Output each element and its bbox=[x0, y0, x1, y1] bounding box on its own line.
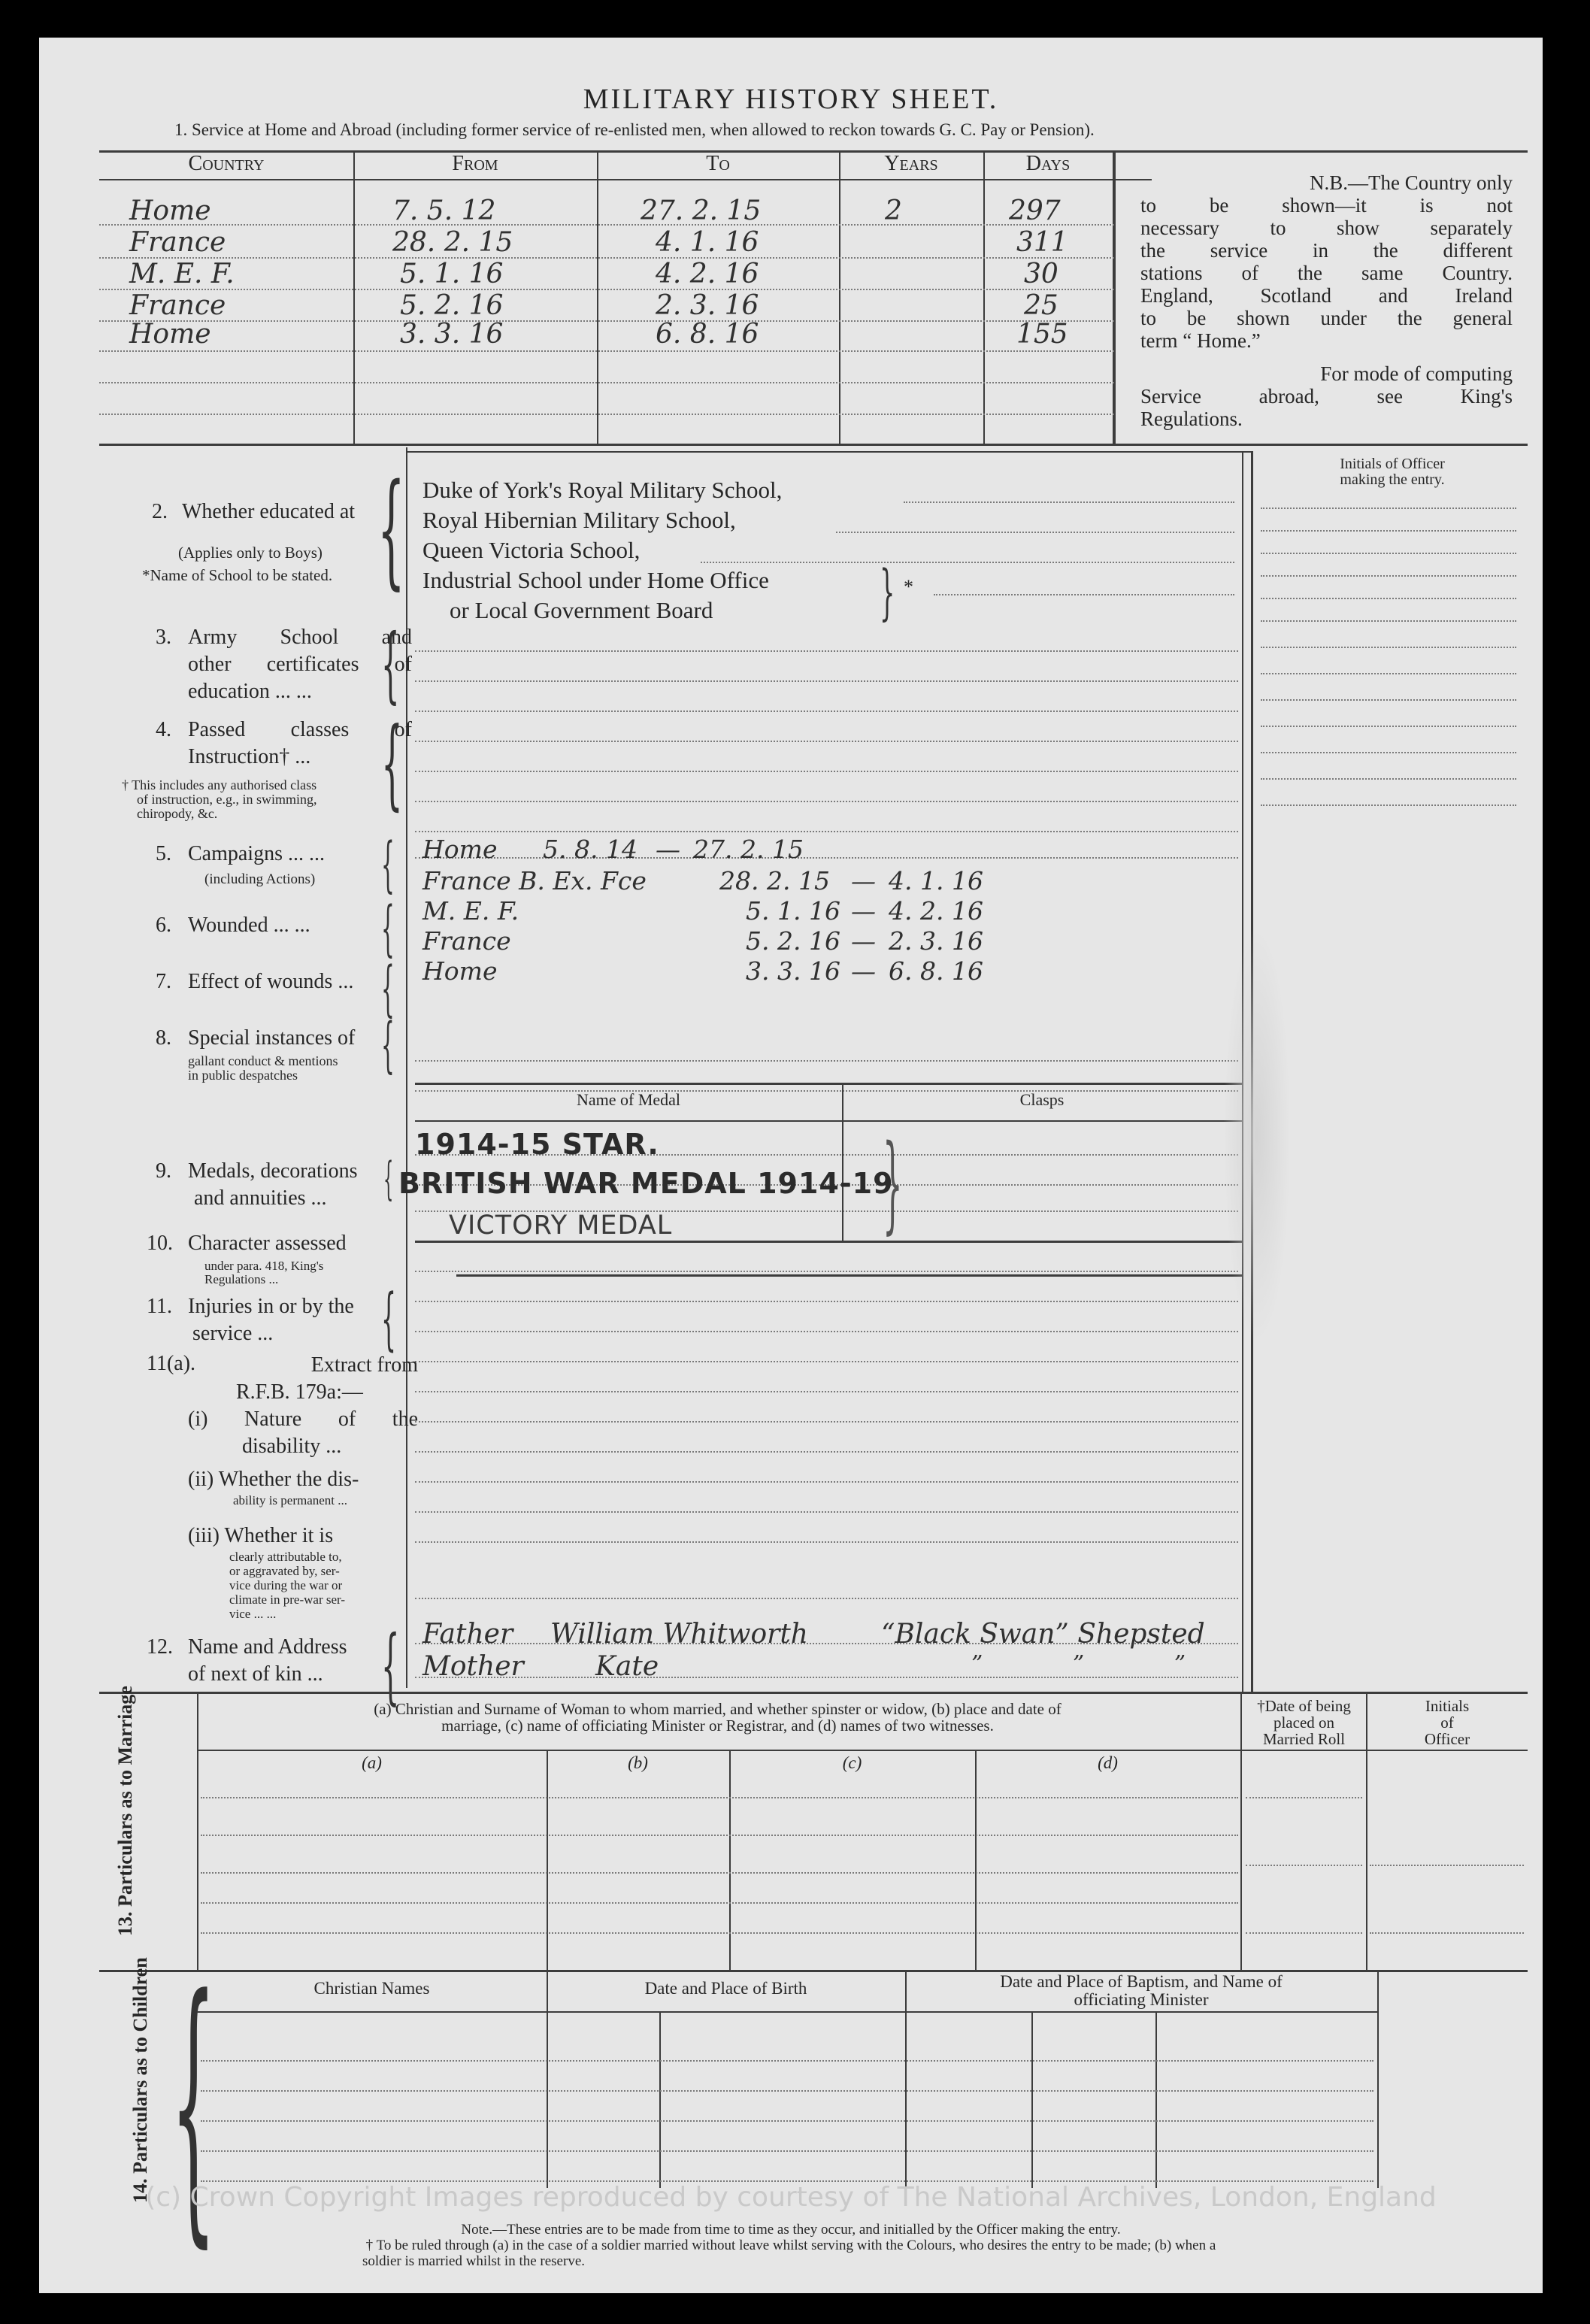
medal-item: VICTORY MEDAL bbox=[449, 1210, 673, 1241]
sec3-number: 3. bbox=[156, 626, 171, 649]
sec2-note2: *Name of School to be stated. bbox=[142, 566, 333, 584]
sec10-note: Regulations ... bbox=[204, 1272, 279, 1286]
kin-relation: Father bbox=[422, 1619, 513, 1650]
initials-header-1: Initials of Officer bbox=[1340, 456, 1445, 472]
nb-line: necessary to show separately bbox=[1140, 217, 1513, 239]
initials-header-2: making the entry. bbox=[1340, 471, 1445, 488]
mode-line: Service abroad, see King's bbox=[1140, 385, 1513, 408]
children-col-birth: Date and Place of Birth bbox=[644, 1979, 807, 1998]
school-item: Industrial School under Home Office bbox=[422, 567, 769, 593]
sec4-line: Instruction† ... bbox=[188, 745, 311, 768]
sec3-line: education ... ... bbox=[188, 680, 312, 703]
officer-initials-header: of bbox=[1440, 1713, 1454, 1732]
row-days: 30 bbox=[1024, 259, 1058, 289]
col-years-header: Years bbox=[884, 152, 938, 175]
sec2-number: 2. bbox=[152, 500, 168, 523]
row-country: Home bbox=[129, 195, 211, 226]
service-heading-text: Service at Home and Abroad (including former service of re-enlisted men, when allowed to reckon towards G. C. Pay or Pension). bbox=[192, 120, 1095, 139]
campaign-from: 5. 2. 16 bbox=[746, 926, 840, 956]
campaign-place: Home bbox=[422, 956, 498, 986]
row-from: 28. 2. 15 bbox=[392, 227, 513, 258]
row-to: 2. 3. 16 bbox=[656, 290, 759, 321]
school-item: Royal Hibernian Military School, bbox=[422, 507, 736, 533]
sec12-line: of next of kin ... bbox=[188, 1662, 323, 1686]
sec5-note: (including Actions) bbox=[204, 871, 316, 887]
mode-line: Regulations. bbox=[1140, 408, 1243, 430]
sec10-note: under para. 418, King's bbox=[204, 1259, 324, 1273]
service-heading-number: 1. bbox=[174, 120, 188, 139]
sec11a-ii: ability is permanent ... bbox=[233, 1493, 348, 1507]
col-from-header: From bbox=[452, 152, 498, 175]
campaign-place: France bbox=[422, 926, 511, 956]
sec12-number: 12. bbox=[147, 1635, 173, 1659]
record-sheet: MILITARY HISTORY SHEET. 1. Service at Home and Abroad (including former service of re-enlisted men, when allowed to reckon towards G. C. Pay or Pension). Country From To Years Days Home 7. 5. 12 27. 2. 15 2 297 France 28. 2. 15 4. 1. 16 311 M. E. F. 5. 1. 16 4. 2. 16 30 France 5. 2. 16 2. 3. 16 25 Home 3. 3. 16 6. 8. 16 155 N.B.—The Country only to be shown—it is not necessary to show separately the service in the different stations of the same Country. England, Scotland and Ireland to be shown under the general term “ Home.” For mode of computing Service abroad, see King's Regulations. Initials of Officer making the entry. 2. Whether educated at (Applies only to Boys) *Name of School to be stated. { Duke of York's Royal Military School, Royal Hibernian Military School, Queen Victoria School, Industrial School under Home Office or Local Government Board } * 3. Army School and other certificates of education ... ... { 4. Passed classes of Instruction† ... † This includes any authorised class of instruction, e.g., in swimming, chiropody, &c. { 5. Campaigns ... ... (including Actions) 6. Wounded ... ... 7. Effect of wounds ... 8. Special instances of gallant conduct & mentions in public despatches { { { { Home 5. 8. 14 — 27. 2. 15 France B. Ex. Fce 28. 2. 15 — 4. 1. 16 M. E. F. 5. 1. 16 — 4. 2. 16 France 5. 2. 16 — 2. 3. 16 Home 3. 3. 16 — 6. 8. 16 Name of Medal Clasps 1914-15 STAR. BRITISH WAR MEDAL 1914-19 VICTORY MEDAL } { 9. Medals, decorations and annuities ... 10. Character assessed under para. 418, King's Regulations ... 11. Injuries in or by the service ... { 11(a). Extract from R.F.B. 179a:— (i) Nature of the disability ... (ii) Whether the dis- ability is permanent ... (iii) Whether it is clearly attributable to, or aggravated by, ser- vice during the war or climate in pre-war ser- vice ... ... 12. Name and Address of next of kin ... { Father William Whitworth “Black Swan” Shepsted Mother Kate ” ” ” 13. Particulars as to Marriage (a) Christian and Surname of Woman to whom married, and whether spinster or widow, (b) place and date of marriage, (c) name of officiating Minister or Registrar, and (d) names of two witnesses. †Date of being placed on Married Roll Initials of Officer (a) (b) (c) (d) { 14. Particulars as to Children Christian Names Date and Place of Birth Date and Place of Baptism, and Name of officiating Minister (c) Crown Copyright Images reproduced by courtesy of The National Archives, London, England Note.—These entries are to be made from time to time as they occur, and initialled by the Officer making the entry. † To be ruled through (a) in the case of a soldier married without leave whilst serving with the Colours, who desires the entry to be made; (b) when a soldier is married whilst in the reserve. bbox=[39, 38, 1543, 2293]
row-days: 155 bbox=[1016, 319, 1068, 350]
medal-item: BRITISH WAR MEDAL 1914-19 bbox=[398, 1167, 894, 1200]
footnote-line: † To be ruled through (a) in the case of a soldier married without leave whilst serving with the Colours, who desires the entry to be made; (b) when a bbox=[365, 2238, 1216, 2253]
sec4-note: of instruction, e.g., in swimming, bbox=[137, 792, 317, 807]
sec11a-i: (i) Nature of the bbox=[188, 1407, 418, 1431]
row-to: 4. 1. 16 bbox=[656, 227, 759, 258]
sec11a-iii-detail: clearly attributable to, bbox=[229, 1550, 342, 1564]
school-asterisk: * bbox=[904, 576, 913, 598]
nb-line: to be shown under the general bbox=[1140, 307, 1513, 329]
campaign-sep: — bbox=[656, 835, 680, 864]
row-to: 27. 2. 15 bbox=[641, 195, 762, 226]
campaign-to: 4. 1. 16 bbox=[889, 866, 983, 895]
medal-col-name: Name of Medal bbox=[576, 1090, 681, 1109]
sec3-line: Army School and bbox=[188, 626, 412, 649]
sec9-number: 9. bbox=[156, 1159, 171, 1183]
sec8-label: Special instances of bbox=[188, 1026, 356, 1050]
sec6-label: Wounded ... ... bbox=[188, 914, 310, 937]
row-to: 4. 2. 16 bbox=[656, 259, 759, 289]
sec11a-ii: (ii) Whether the dis- bbox=[188, 1468, 359, 1491]
campaign-from: 3. 3. 16 bbox=[746, 956, 840, 986]
sec11a-i: disability ... bbox=[242, 1435, 342, 1458]
campaign-place: France B. Ex. Fce bbox=[422, 866, 647, 895]
sec5-label: Campaigns ... ... bbox=[188, 842, 325, 865]
campaign-sep: — bbox=[851, 926, 876, 956]
campaign-to: 27. 2. 15 bbox=[693, 835, 804, 864]
sec7-number: 7. bbox=[156, 970, 171, 993]
col-country-header: Country bbox=[188, 152, 265, 175]
school-list bbox=[422, 475, 782, 626]
page-title: MILITARY HISTORY SHEET. bbox=[583, 83, 999, 115]
sec4-note: chiropody, &c. bbox=[137, 806, 218, 821]
sec11a-line: Extract from bbox=[310, 1353, 418, 1377]
row-country: France bbox=[129, 227, 226, 258]
married-roll-header: placed on bbox=[1273, 1713, 1335, 1732]
sec4-line: Passed classes of bbox=[188, 718, 412, 741]
row-from: 3. 3. 16 bbox=[400, 319, 504, 350]
campaign-place: Home bbox=[422, 835, 498, 864]
col-days-header: Days bbox=[1025, 152, 1071, 175]
children-col-baptism: Date and Place of Baptism, and Name of bbox=[1000, 1972, 1283, 1991]
row-years: 2 bbox=[885, 195, 902, 226]
children-col-baptism: officiating Minister bbox=[1074, 1990, 1209, 2009]
row-country: Home bbox=[129, 319, 211, 350]
nb-line: term “ Home.” bbox=[1140, 329, 1261, 352]
nb-line: England, Scotland and Ireland bbox=[1140, 284, 1513, 307]
kin-ditto: ” ” ” bbox=[971, 1651, 1228, 1677]
mode-line: For mode of computing bbox=[1320, 362, 1513, 385]
row-days: 25 bbox=[1024, 290, 1058, 321]
footnote-line: Note.—These entries are to be made from time to time as they occur, and initialled by the Officer making the entry. bbox=[461, 2222, 1121, 2238]
service-heading bbox=[174, 120, 1095, 140]
kin-name: William Whitworth bbox=[550, 1619, 808, 1650]
sec4-note: † This includes any authorised class bbox=[122, 777, 317, 792]
marriage-col-d: (d) bbox=[1098, 1753, 1118, 1772]
col-to-header: To bbox=[706, 152, 730, 175]
sec4-number: 4. bbox=[156, 718, 171, 741]
sec11-line: Injuries in or by the bbox=[188, 1295, 354, 1318]
marriage-desc: marriage, (c) name of officiating Minister or Registrar, and (d) names of two witnesses. bbox=[441, 1716, 994, 1735]
medal-item: 1914-15 STAR. bbox=[415, 1128, 659, 1161]
sec2-note1: (Applies only to Boys) bbox=[178, 544, 323, 562]
sec12-line: Name and Address bbox=[188, 1635, 347, 1659]
married-roll-header: Married Roll bbox=[1262, 1730, 1346, 1748]
paper-smudge bbox=[1223, 925, 1291, 1346]
married-roll-header: †Date of being bbox=[1257, 1697, 1351, 1715]
school-item: Queen Victoria School, bbox=[422, 537, 641, 563]
kin-relation: Mother bbox=[422, 1651, 524, 1682]
sec11a-iii-detail: climate in pre-war ser- bbox=[229, 1592, 345, 1607]
campaign-to: 6. 8. 16 bbox=[889, 956, 983, 986]
nb-line: the service in the different bbox=[1140, 239, 1513, 262]
children-col-names: Christian Names bbox=[313, 1979, 430, 1998]
kin-address: “Black Swan” Shepsted bbox=[881, 1619, 1205, 1650]
campaign-from: 28. 2. 15 bbox=[719, 866, 830, 895]
row-days: 311 bbox=[1016, 227, 1068, 258]
sec8-number: 8. bbox=[156, 1026, 171, 1050]
marriage-col-a: (a) bbox=[362, 1753, 382, 1772]
sec11a-number: 11(a). bbox=[147, 1352, 196, 1375]
campaign-sep: — bbox=[851, 956, 876, 986]
sec11a-iii-detail: vice during the war or bbox=[229, 1578, 343, 1592]
school-item: Duke of York's Royal Military School, bbox=[422, 477, 783, 503]
officer-initials-header: Officer bbox=[1424, 1730, 1470, 1748]
sec11a-line: R.F.B. 179a:— bbox=[236, 1380, 363, 1404]
marriage-col-b: (b) bbox=[628, 1753, 648, 1772]
footnote-line: soldier is married whilst in the reserve. bbox=[362, 2253, 586, 2269]
campaign-from: 5. 1. 16 bbox=[746, 896, 840, 926]
campaign-sep: — bbox=[851, 896, 876, 926]
campaign-to: 2. 3. 16 bbox=[889, 926, 983, 956]
campaign-sep: — bbox=[851, 866, 876, 895]
row-days: 297 bbox=[1009, 195, 1061, 226]
school-item: or Local Government Board bbox=[450, 597, 713, 623]
sec11a-iii-detail: vice ... ... bbox=[229, 1607, 277, 1621]
sec5-number: 5. bbox=[156, 842, 171, 865]
officer-initials-header: Initials bbox=[1425, 1697, 1470, 1715]
campaign-to: 4. 2. 16 bbox=[889, 896, 983, 926]
sec6-number: 6. bbox=[156, 914, 171, 937]
nb-line: stations of the same Country. bbox=[1140, 262, 1513, 284]
sec11-line: service ... bbox=[192, 1322, 274, 1345]
row-to: 6. 8. 16 bbox=[656, 319, 759, 350]
row-country: M. E. F. bbox=[129, 259, 235, 289]
kin-name: Kate bbox=[595, 1651, 659, 1682]
campaign-from: 5. 8. 14 bbox=[543, 835, 638, 864]
sec9-line: and annuities ... bbox=[194, 1186, 327, 1210]
nb-note bbox=[1140, 171, 1513, 430]
sec2-label: Whether educated at bbox=[182, 500, 356, 523]
row-from: 5. 1. 16 bbox=[400, 259, 504, 289]
sec11a-iii-detail: or aggravated by, ser- bbox=[229, 1564, 340, 1578]
row-from: 5. 2. 16 bbox=[400, 290, 504, 321]
sec9-line: Medals, decorations bbox=[188, 1159, 358, 1183]
nb-line: N.B.—The Country only bbox=[1310, 171, 1513, 194]
medal-col-clasps: Clasps bbox=[1019, 1090, 1065, 1109]
sec8-note: gallant conduct & mentions bbox=[188, 1053, 338, 1068]
row-from: 7. 5. 12 bbox=[392, 195, 496, 226]
sec10-label: Character assessed bbox=[188, 1232, 347, 1255]
marriage-side-label: 13. Particulars as to Marriage bbox=[114, 1686, 136, 1936]
children-side-label: 14. Particulars as to Children bbox=[129, 1957, 151, 2203]
sec7-label: Effect of wounds ... bbox=[188, 970, 354, 993]
row-country: France bbox=[129, 290, 226, 321]
sec11a-iii: (iii) Whether it is bbox=[188, 1524, 334, 1547]
copyright-watermark: (c) Crown Copyright Images reproduced by courtesy of The National Archives, London, England bbox=[145, 2182, 1437, 2213]
sec8-note: in public despatches bbox=[188, 1068, 298, 1083]
footnote bbox=[114, 2222, 1467, 2269]
campaign-place: M. E. F. bbox=[422, 896, 519, 926]
nb-line: to be shown—it is not bbox=[1140, 194, 1513, 217]
sec3-line: other certificates of bbox=[188, 653, 412, 676]
marriage-desc: (a) Christian and Surname of Woman to whom married, and whether spinster or widow, (b) place and date of bbox=[374, 1700, 1062, 1718]
sec10-number: 10. bbox=[147, 1232, 173, 1255]
marriage-col-c: (c) bbox=[842, 1753, 862, 1772]
sec11-number: 11. bbox=[147, 1295, 172, 1318]
